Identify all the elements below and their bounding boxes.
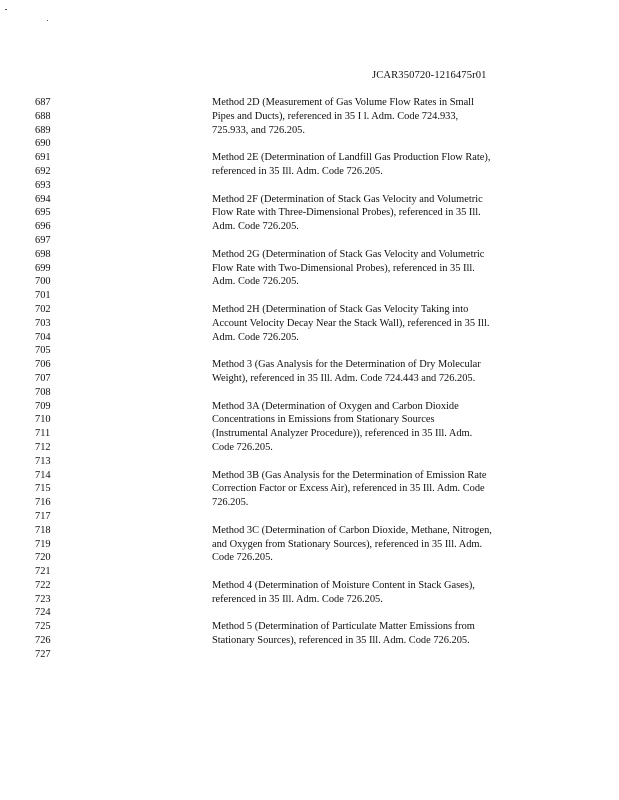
line-number: 696 <box>35 221 51 233</box>
line-text: Correction Factor or Excess Air), referenced in 35 Ill. Adm. Code <box>212 483 485 495</box>
line-text: Account Velocity Decay Near the Stack Wall), referenced in 35 Ill. <box>212 317 490 329</box>
line-number: 700 <box>35 276 51 288</box>
document-line <box>0 606 619 620</box>
document-line <box>0 593 619 607</box>
document-line <box>0 331 619 345</box>
line-text: Method 2D (Measurement of Gas Volume Flow Rates in Small <box>212 97 474 108</box>
line-number: 690 <box>35 138 51 150</box>
line-text: Weight), referenced in 35 Ill. Adm. Code 724.443 and 726.205. <box>212 372 476 384</box>
line-number: 716 <box>35 497 51 509</box>
document-line <box>0 372 619 386</box>
line-number: 718 <box>35 524 51 536</box>
document-line <box>0 634 619 648</box>
line-number: 704 <box>35 331 51 343</box>
line-number: 698 <box>35 248 51 260</box>
line-number: 715 <box>35 483 51 495</box>
document-line <box>0 137 619 151</box>
line-text: 726.205. <box>212 497 249 509</box>
document-line <box>0 427 619 441</box>
line-text: (Instrumental Analyzer Procedure)), referenced in 35 Ill. Adm. <box>212 428 473 440</box>
document-line <box>0 206 619 220</box>
line-number: 724 <box>35 607 51 619</box>
document-line <box>0 110 619 124</box>
line-text: Method 2F (Determination of Stack Gas Velocity and Volumetric <box>212 193 483 205</box>
document-line <box>0 220 619 234</box>
line-text: Concentrations in Emissions from Stationary Sources <box>212 414 435 426</box>
document-line <box>0 469 619 483</box>
document-line <box>0 579 619 593</box>
line-text: Adm. Code 726.205. <box>212 276 299 288</box>
document-line <box>0 524 619 538</box>
line-number: 708 <box>35 386 51 398</box>
document-line <box>0 151 619 165</box>
document-line <box>0 344 619 358</box>
line-number: 713 <box>35 455 51 467</box>
document-line <box>0 317 619 331</box>
line-number: 714 <box>35 469 51 481</box>
line-text: and Oxygen from Stationary Sources), referenced in 35 Ill. Adm. <box>212 538 483 550</box>
line-number: 697 <box>35 234 51 246</box>
document-line <box>0 193 619 207</box>
document-line <box>0 303 619 317</box>
line-text: Method 3C (Determination of Carbon Dioxide, Methane, Nitrogen, <box>212 524 492 536</box>
document-line <box>0 275 619 289</box>
document-line <box>0 179 619 193</box>
line-number: 706 <box>35 359 51 371</box>
document-line <box>0 482 619 496</box>
document-line <box>0 248 619 262</box>
line-text: Method 3A (Determination of Oxygen and Carbon Dioxide <box>212 400 459 412</box>
line-number: 722 <box>35 579 51 591</box>
document-line <box>0 165 619 179</box>
line-number: 711 <box>35 428 51 440</box>
scan-speck <box>5 9 7 10</box>
line-text: Method 5 (Determination of Particulate Matter Emissions from <box>212 621 475 633</box>
line-number: 720 <box>35 552 51 564</box>
line-number: 710 <box>35 414 51 426</box>
line-text: Flow Rate with Two-Dimensional Probes), referenced in 35 Ill. <box>212 262 475 274</box>
numbered-lines <box>0 96 619 662</box>
document-line <box>0 262 619 276</box>
document-line <box>0 620 619 634</box>
document-line <box>0 510 619 524</box>
document-line <box>0 455 619 469</box>
line-number: 695 <box>35 207 51 219</box>
line-number: 689 <box>35 124 51 136</box>
scan-speck <box>47 20 48 21</box>
line-number: 712 <box>35 441 51 453</box>
line-text: Method 2E (Determination of Landfill Gas Production Flow Rate), <box>212 152 491 164</box>
line-text: Method 2H (Determination of Stack Gas Velocity Taking into <box>212 303 469 315</box>
line-text: Method 3B (Gas Analysis for the Determination of Emission Rate <box>212 469 487 481</box>
line-number: 717 <box>35 510 51 522</box>
document-line <box>0 96 619 110</box>
line-text: Pipes and Ducts), referenced in 35 I l. Adm. Code 724.933, <box>212 110 459 122</box>
line-number: 688 <box>35 110 51 122</box>
line-number: 701 <box>35 290 51 302</box>
line-number: 687 <box>35 97 51 108</box>
line-number: 702 <box>35 303 51 315</box>
line-text: referenced in 35 Ill. Adm. Code 726.205. <box>212 165 383 177</box>
document-line <box>0 496 619 510</box>
line-text: Adm. Code 726.205. <box>212 221 299 233</box>
line-number: 709 <box>35 400 51 412</box>
document-line <box>0 441 619 455</box>
line-number: 721 <box>35 566 51 578</box>
document-line <box>0 289 619 303</box>
line-text: Method 2G (Determination of Stack Gas Velocity and Volumetric <box>212 248 485 260</box>
line-text: Code 726.205. <box>212 441 273 453</box>
line-number: 692 <box>35 165 51 177</box>
document-line <box>0 551 619 565</box>
document-line <box>0 358 619 372</box>
document-line <box>0 386 619 400</box>
line-number: 726 <box>35 635 51 647</box>
document-line <box>0 538 619 552</box>
document-line <box>0 565 619 579</box>
line-number: 705 <box>35 345 51 357</box>
line-text: Adm. Code 726.205. <box>212 331 299 343</box>
line-text: Method 4 (Determination of Moisture Content in Stack Gases), <box>212 579 475 591</box>
line-number: 719 <box>35 538 51 550</box>
line-text: 725.933, and 726.205. <box>212 124 305 136</box>
document-line <box>0 413 619 427</box>
line-number: 699 <box>35 262 51 274</box>
line-number: 703 <box>35 317 51 329</box>
line-text: Method 3 (Gas Analysis for the Determination of Dry Molecular <box>212 359 481 371</box>
line-number: 727 <box>35 648 51 660</box>
document-line <box>0 124 619 138</box>
line-number: 694 <box>35 193 51 205</box>
line-number: 693 <box>35 179 51 191</box>
line-text: Code 726.205. <box>212 552 273 564</box>
line-number: 723 <box>35 593 51 605</box>
line-number: 725 <box>35 621 51 633</box>
line-number: 707 <box>35 372 51 384</box>
document-line <box>0 400 619 414</box>
line-text: referenced in 35 Ill. Adm. Code 726.205. <box>212 593 383 605</box>
line-number: 691 <box>35 152 51 164</box>
document-line <box>0 234 619 248</box>
document-id-header: JCAR350720-1216475r01 <box>372 70 487 81</box>
line-text: Stationary Sources), referenced in 35 Ill. Adm. Code 726.205. <box>212 635 470 647</box>
document-line <box>0 648 619 662</box>
line-text: Flow Rate with Three-Dimensional Probes), referenced in 35 Ill. <box>212 207 481 219</box>
